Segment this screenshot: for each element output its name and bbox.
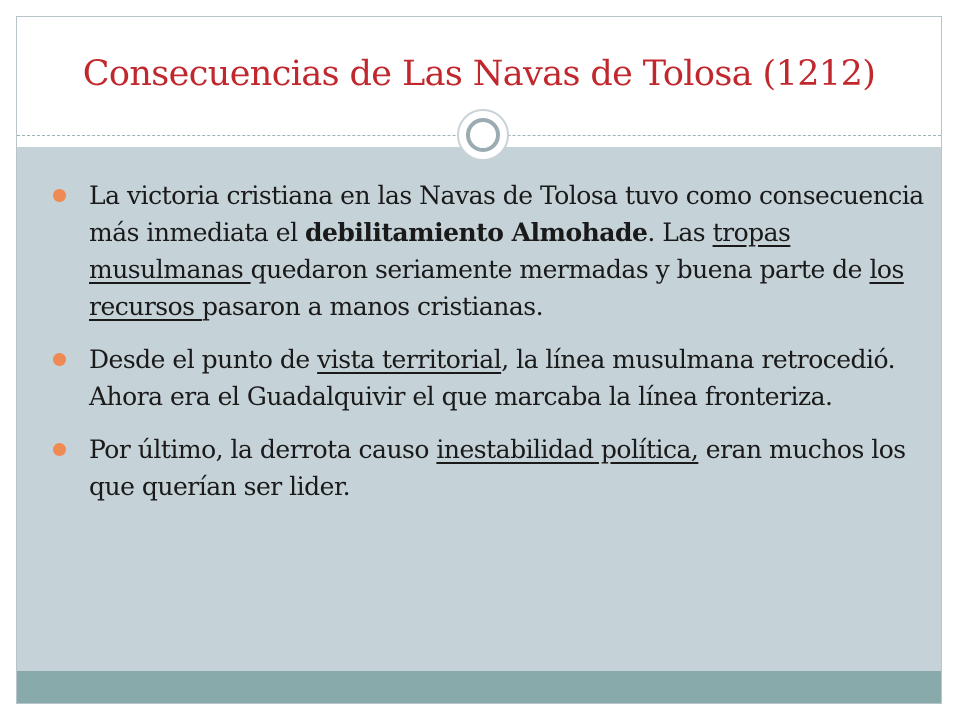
circle-ornament-icon: [457, 109, 509, 161]
bullet-item: [53, 341, 933, 415]
slide-title: Consecuencias de Las Navas de Tolosa (1212): [82, 54, 876, 94]
underlined-phrase: vista territorial: [317, 345, 502, 374]
bold-phrase: debilitamiento Almohade: [305, 218, 648, 247]
bullet-text: Desde el punto de: [89, 345, 318, 374]
bullet-dot-icon: [53, 353, 66, 366]
bullet-item: [53, 431, 933, 505]
bullet-text: Por último, la derrota causo: [89, 435, 437, 464]
underlined-phrase: tropas musulmanas: [89, 218, 791, 284]
bullet-list: [53, 177, 933, 521]
bullet-text: La victoria cristiana en las Navas de Tolosa tuvo como consecuencia más inmediata el: [89, 181, 924, 247]
bullet-text: quedaron seriamente mermadas y buena parte de: [250, 255, 870, 284]
bullet-text: pasaron a manos cristianas.: [201, 292, 544, 321]
bullet-text: , la línea musulmana retrocedió. Ahora era el Guadalquivir el que marcaba la línea fronteriza.: [89, 345, 896, 411]
bullet-text: . Las: [647, 218, 713, 247]
bullet-dot-icon: [53, 189, 66, 202]
bullet-text: eran muchos los que querían ser lider.: [89, 435, 906, 501]
circle-ornament-inner: [466, 118, 500, 152]
slide-frame: [16, 16, 942, 704]
underlined-phrase: los recursos: [89, 255, 904, 321]
footer-band: [17, 671, 941, 704]
underlined-phrase: inestabilidad política,: [436, 435, 699, 464]
bullet-item: [53, 177, 933, 325]
bullet-dot-icon: [53, 443, 66, 456]
